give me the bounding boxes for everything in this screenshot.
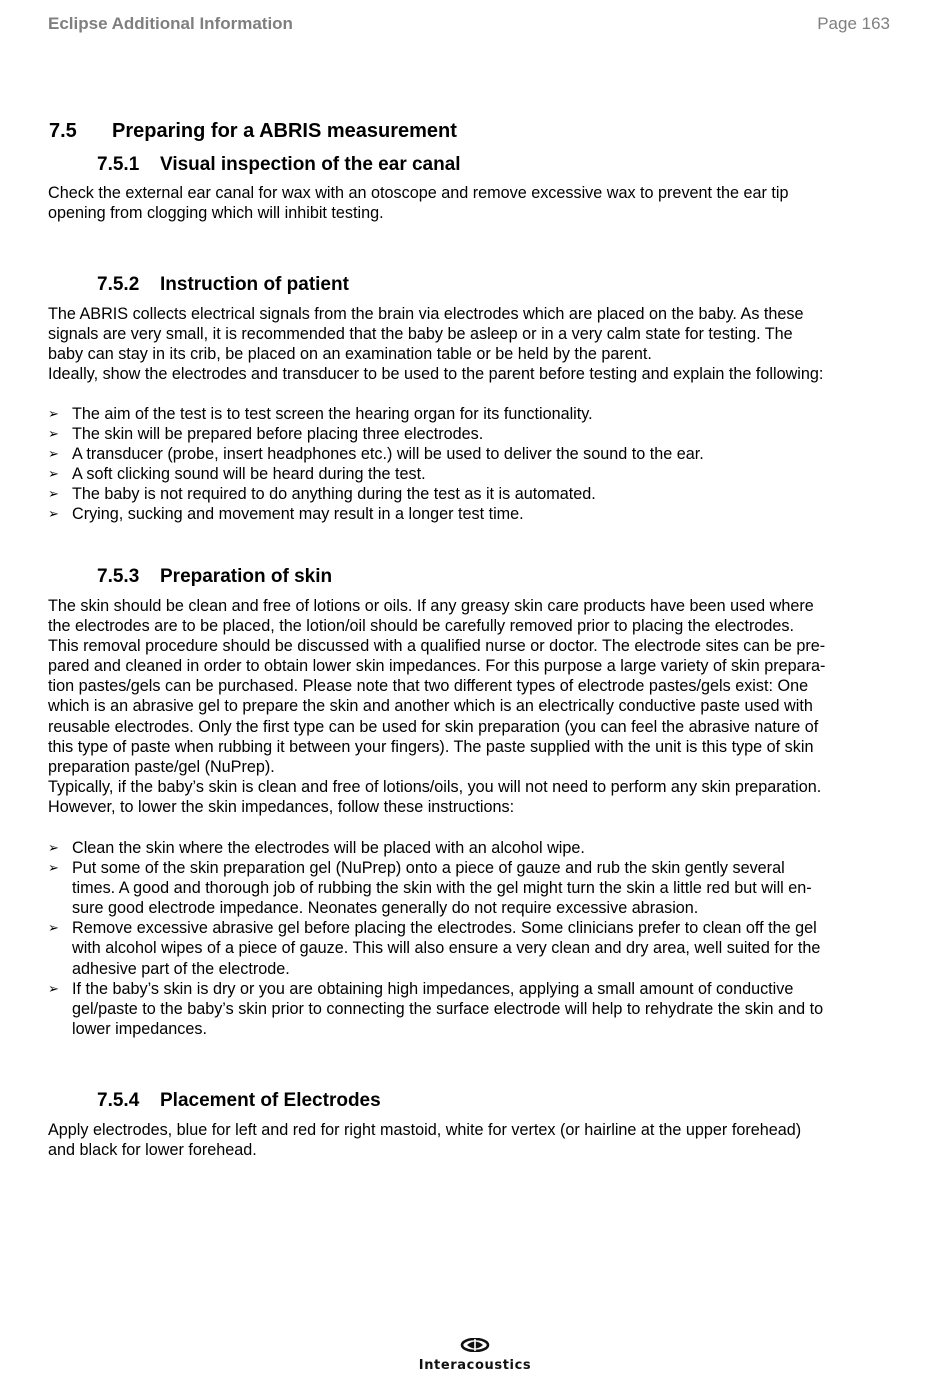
list-item: ➢ Clean the skin where the electrodes will be placed with an alcohol wipe. — [48, 839, 585, 857]
skin-prep-bullet-list — [48, 838, 893, 1039]
text-line: Apply electrodes, blue for left and red for right mastoid, white for vertex (or hairline at the upper forehead) — [48, 1121, 802, 1139]
subsection-number: 7.5.4 — [97, 1090, 140, 1111]
interacoustics-logo — [0, 1338, 950, 1373]
paragraph-preparation-of-skin — [48, 596, 893, 817]
subsection-number: 7.5.2 — [97, 274, 140, 295]
paragraph-instruction-of-patient — [48, 304, 893, 384]
section-title: Preparing for a ABRIS measurement — [112, 120, 457, 142]
text-line: However, to lower the skin impedances, follow these instructions: — [48, 797, 515, 816]
text-line: preparation paste/gel (NuPrep). — [48, 757, 275, 776]
text-line: pared and cleaned in order to obtain lower skin impedances. For this purpose a large variety of skin prepara- — [48, 657, 826, 676]
text-line: Ideally, show the electrodes and transducer to be used to the parent before testing and explain the following: — [48, 365, 824, 384]
subsection-number: 7.5.3 — [97, 566, 140, 587]
arrow-bullet-icon: ➢ — [48, 466, 59, 482]
text-line: Check the external ear canal for wax with an otoscope and remove excessive wax to prevent the ear tip — [48, 184, 789, 202]
paragraph-placement-of-electrodes — [48, 1120, 893, 1160]
text-line: and black for lower forehead. — [48, 1141, 257, 1160]
text-line: This removal procedure should be discussed with a qualified nurse or doctor. The electrode sites can be pre- — [48, 637, 826, 656]
subsection-title: Instruction of patient — [160, 274, 349, 295]
arrow-bullet-icon: ➢ — [48, 406, 59, 421]
text-line: opening from clogging which will inhibit testing. — [48, 204, 384, 223]
subsection-heading-7-5-2 — [97, 274, 349, 296]
text-line: signals are very small, it is recommended that the baby be asleep or in a very calm state for testing. The — [48, 325, 793, 344]
text-line: Typically, if the baby’s skin is clean and free of lotions/oils, you will not need to perform any skin preparation. — [48, 777, 822, 796]
arrow-bullet-icon: ➢ — [48, 920, 59, 936]
list-item: ➢ Put some of the skin preparation gel (NuPrep) onto a piece of gauze and rub the skin gently several times. A good and thorough job of rubbing the skin with the gel might turn the skin a little red but will en- sure good electrode impedance. Neonates generally do not require excessive abrasion. — [48, 859, 812, 918]
arrow-bullet-icon: ➢ — [48, 506, 59, 522]
subsection-title: Visual inspection of the ear canal — [160, 154, 461, 175]
text-line: The skin should be clean and free of lotions or oils. If any greasy skin care products have been used where — [48, 597, 814, 615]
arrow-bullet-icon: ➢ — [48, 860, 59, 876]
text-line: this type of paste when rubbing it between your fingers). The paste supplied with the unit is this type of skin — [48, 737, 814, 756]
subsection-heading-7-5-1 — [97, 154, 461, 176]
list-item: ➢ Remove excessive abrasive gel before placing the electrodes. Some clinicians prefer to clean off the gel with alcohol wipes of a piece of gauze. This will also ensure a very clean and dry area, well suited for the adhesive part of the electrode. — [48, 919, 821, 978]
section-heading — [49, 120, 457, 143]
subsection-heading-7-5-3 — [97, 566, 332, 588]
text-line: reusable electrodes. Only the first type can be used for skin preparation (you can feel the abrasive nature of — [48, 717, 819, 736]
list-item: ➢ The aim of the test is to test screen the hearing organ for its functionality. — [48, 405, 593, 423]
subsection-number: 7.5.1 — [97, 154, 140, 175]
text-line: baby can stay in its crib, be placed on an examination table or be held by the parent. — [48, 345, 652, 364]
subsection-title: Placement of Electrodes — [160, 1090, 381, 1111]
paragraph-visual-inspection — [48, 183, 893, 223]
list-item: ➢ Crying, sucking and movement may result in a longer test time. — [48, 505, 524, 524]
text-line: the electrodes are to be placed, the lotion/oil should be carefully removed prior to placing the electrodes. — [48, 617, 794, 636]
list-item: ➢ If the baby’s skin is dry or you are obtaining high impedances, applying a small amount of conductive gel/paste to the baby’s skin prior to connecting the surface electrode will help to rehydrate the skin and to lower impedances. — [48, 979, 824, 1038]
instruction-bullet-list — [48, 404, 893, 525]
list-item: ➢ A transducer (probe, insert headphones etc.) will be used to deliver the sound to the ear. — [48, 445, 704, 464]
arrow-bullet-icon: ➢ — [48, 980, 59, 996]
text-line: The ABRIS collects electrical signals from the brain via electrodes which are placed on the baby. As these — [48, 305, 804, 323]
logo-wordmark: Interacoustics — [418, 1358, 532, 1373]
list-item: ➢ A soft clicking sound will be heard during the test. — [48, 465, 426, 484]
text-line: which is an abrasive gel to prepare the skin and another which is an electrically conductive paste used with — [48, 697, 813, 716]
list-item: ➢ The skin will be prepared before placing three electrodes. — [48, 425, 484, 444]
arrow-bullet-icon: ➢ — [48, 840, 59, 855]
section-number: 7.5 — [49, 120, 77, 142]
list-item: ➢ The baby is not required to do anything during the test as it is automated. — [48, 485, 596, 504]
page-number: Page 163 — [817, 14, 890, 33]
running-header-title: Eclipse Additional Information — [48, 14, 293, 33]
subsection-title: Preparation of skin — [160, 566, 333, 587]
arrow-bullet-icon: ➢ — [48, 446, 59, 462]
arrow-bullet-icon: ➢ — [48, 486, 59, 502]
text-line: tion pastes/gels can be purchased. Please note that two different types of electrode pastes/gels exist: One — [48, 677, 809, 696]
interacoustics-logo-icon — [460, 1338, 490, 1352]
subsection-heading-7-5-4 — [97, 1090, 381, 1112]
arrow-bullet-icon: ➢ — [48, 426, 59, 442]
